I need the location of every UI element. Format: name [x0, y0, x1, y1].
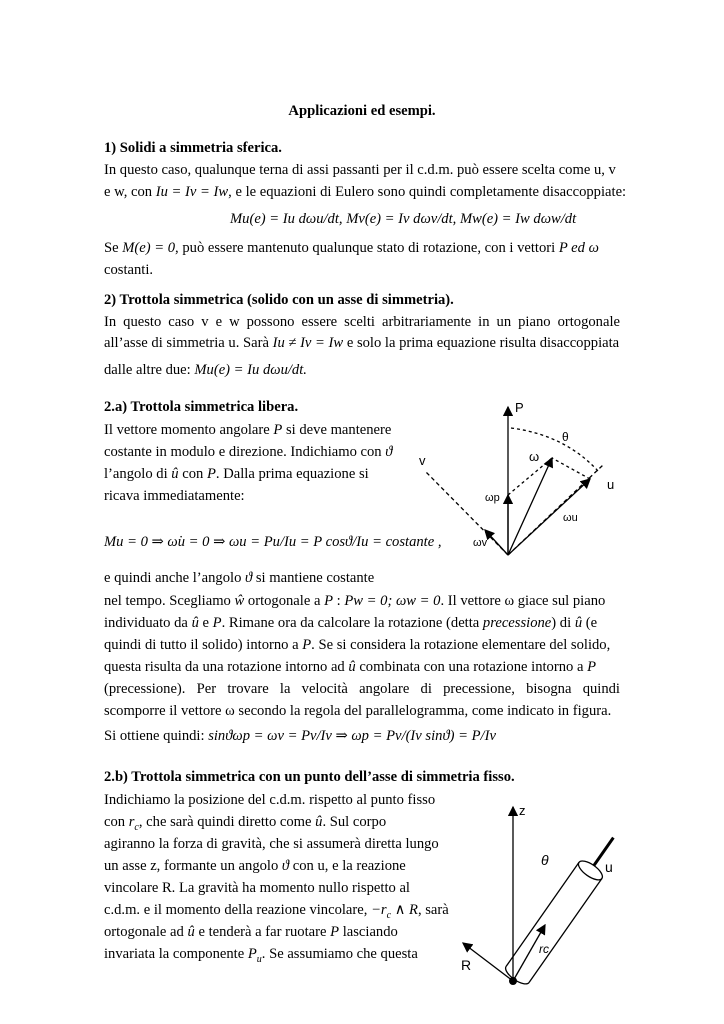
s2a-line-3: l’angolo di û con P. Dalla prima equazione si [104, 466, 369, 482]
fig1-label-omega: ω [529, 449, 540, 464]
section-2a-heading: 2.a) Trottola simmetrica libera. [104, 399, 299, 415]
fixed-point [509, 977, 517, 985]
s2-line-1: In questo caso v e w possono essere scelti arbitrariamente in un piano ortogonale [104, 314, 620, 330]
fig1-label-omega-v: ωv [473, 537, 488, 549]
theta-arc [511, 428, 598, 471]
s2b-line-2: con $r_c$, che sarà quindi diretto come û. Sul corpo [104, 814, 387, 833]
omega-vector-line [508, 458, 552, 555]
s1-euler-equations: Mu(e) = Iu dωu/dt, Mv(e) = Iv dωv/dt, Mw(e) = Iw dωw/dt [230, 211, 577, 227]
fixed-point-top-figure [455, 795, 630, 995]
s2a-line-7: individuato da û e P. Rimane ora da calcolare la rotazione (detta precessione) di û (e [104, 615, 598, 631]
fig1-label-theta: θ [562, 430, 569, 444]
s1-line-1: In questo caso, qualunque terna di assi passanti per il c.d.m. può essere scelta come u, v [104, 162, 616, 178]
s1-line-4: costanti. [104, 262, 154, 278]
s2a-line-4: ricava immediatamente: [104, 488, 245, 504]
s2a-line-5: e quindi anche l’angolo ϑ si mantiene costante [104, 570, 375, 586]
s2b-line-4: un asse z, formante un angolo ϑ con u, e la reazione [104, 858, 406, 874]
fig2-label-rc: rc [539, 942, 549, 956]
s2b-line-7: ortogonale ad û e tenderà a far ruotare P lasciando [104, 924, 398, 940]
section-2b-heading: 2.b) Trottola simmetrica con un punto dell’asse di simmetria fisso. [104, 769, 515, 785]
fig2-label-r: R [461, 957, 472, 973]
s2a-line-10: (precessione). Per trovare la velocità angolare di precessione, bisogna quindi [104, 681, 620, 697]
fig1-label-omega-u: ωu [563, 512, 578, 524]
cylinder-body [503, 830, 625, 988]
s2a-line-11: scomporre il vettore ω secondo la regola del parallelogramma, come indicato in figura. [104, 703, 612, 719]
s2a-line-6: nel tempo. Scegliamo ŵ ortogonale a P : Pw = 0; ωw = 0. Il vettore ω giace sul piano [104, 593, 606, 609]
section-1-heading: 1) Solidi a simmetria sferica. [104, 140, 282, 156]
s2a-line-8: quindi di tutto il solido) intorno a P. Se si considera la rotazione elementare del solido, [104, 637, 611, 653]
s2a-line-12: Si ottiene quindi: sinϑωp = ωv = Pv/Iv ⇒ ωp = Pv/(Iv sinϑ) = P/Iv [104, 728, 496, 744]
fig2-label-u: u [605, 859, 613, 875]
s2b-line-5: vincolare R. La gravità ha momento nullo rispetto al [104, 880, 410, 896]
s1-line-3: Se M(e) = 0, può essere mantenuto qualunque stato di rotazione, con i vettori P ed ω [104, 240, 599, 256]
fig2-label-theta: θ [541, 852, 549, 868]
s2a-omega-u-equation: Mu = 0 ⇒ ω̇u = 0 ⇒ ωu = Pu/Iu = P cosϑ/Iu = costante , [104, 534, 442, 550]
s2b-line-8: invariata la componente $P_u$. Se assumiamo che questa [104, 946, 418, 965]
omega-v-vector-line [485, 530, 508, 555]
s2b-line-3: agiranno la forza di gravità, che si assumerà diretta lungo [104, 836, 439, 852]
s2a-line-2: costante in modulo e direzione. Indichiamo con ϑ [104, 444, 393, 460]
section-2-heading: 2) Trottola simmetrica (solido con un asse di simmetria). [104, 292, 454, 308]
fig1-label-u: u [607, 477, 615, 492]
fig1-label-omega-p: ωp [485, 492, 500, 504]
s1-line-2: e w, con Iu = Iv = Iw, e le equazioni di Eulero sono quindi completamente disaccoppiate: [104, 184, 627, 200]
fig2-label-z: z [519, 803, 526, 818]
fig1-label-p: P [515, 400, 524, 415]
inertia-equal-math: Iu = Iv = Iw [155, 184, 229, 200]
s2a-line-9: questa risulta da una rotazione intorno ad û combinata con una rotazione intorno a P [104, 659, 597, 675]
s2b-line-6: c.d.m. e il momento della reazione vincolare, $-r_c$ ∧ R, sarà [104, 902, 449, 921]
s2-line-3: dalle altre due: Mu(e) = Iu dωu/dt. [104, 362, 307, 378]
precession-figure [415, 395, 630, 565]
s2b-line-1: Indichiamo la posizione del c.d.m. rispetto al punto fisso [104, 792, 436, 808]
fig1-label-v: v [419, 453, 426, 468]
document-title: Applicazioni ed esempi. [288, 103, 436, 119]
s2a-line-1: Il vettore momento angolare P si deve mantenere [104, 422, 392, 438]
s2-line-2: all’asse di simmetria u. Sarà Iu ≠ Iv = Iw e solo la prima equazione risulta disaccoppiata [104, 335, 620, 351]
